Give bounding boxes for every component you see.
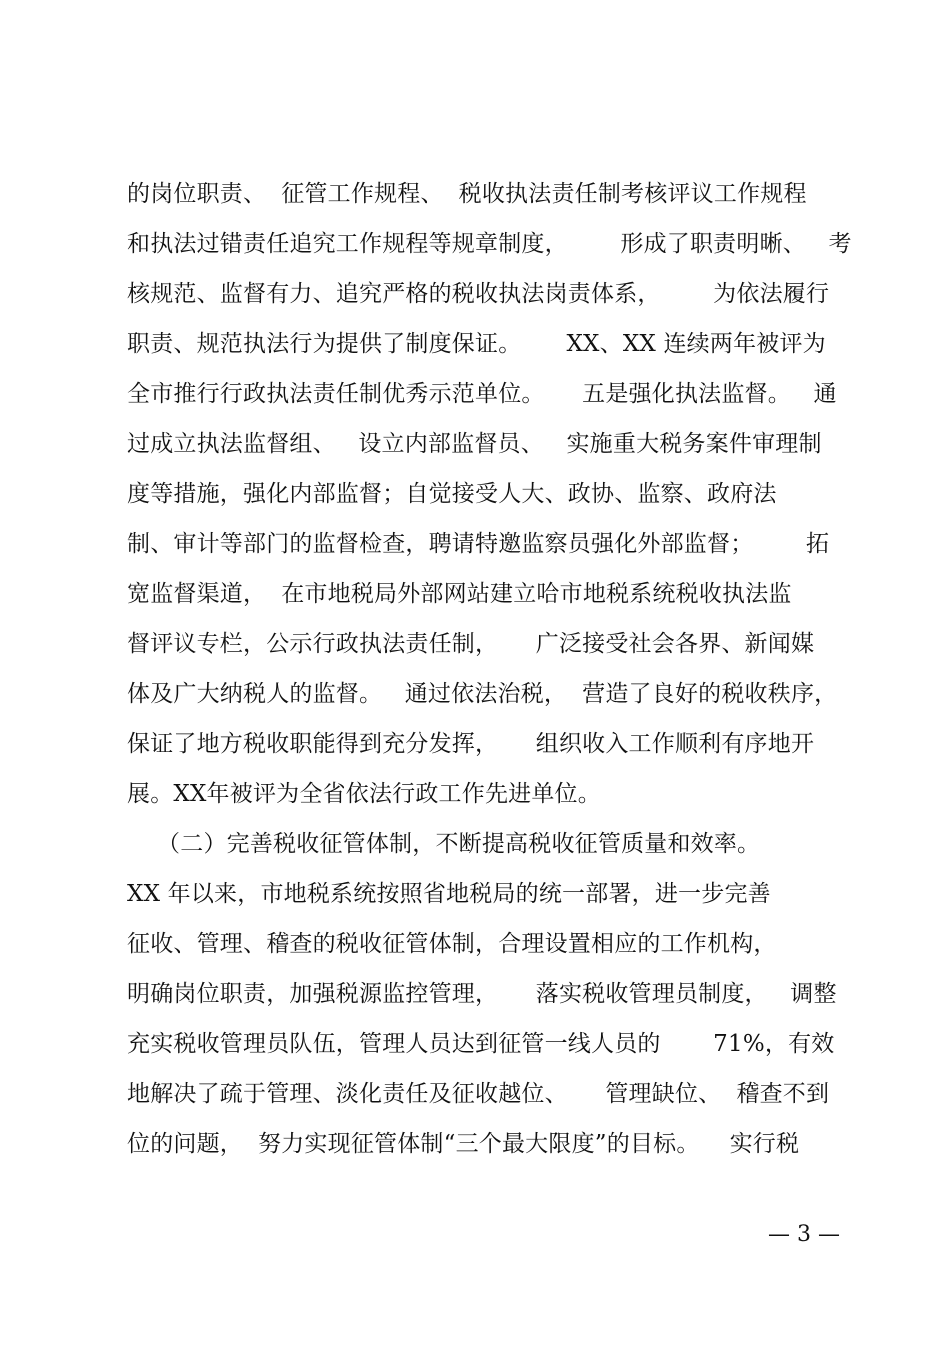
body-text-line: 体及广大纳税人的监督。 通过依法治税， 营造了良好的税收秩序， xyxy=(127,681,838,707)
section-heading-line: （二）完善税收征管体制，不断提高税收征管质量和效率。 xyxy=(127,831,761,857)
body-text-line: 制、审计等部门的监督检查，聘请特邀监察员强化外部监督； 拓 xyxy=(127,531,830,557)
body-text-line: 保证了地方税收职能得到充分发挥， 组织收入工作顺利有序地开 xyxy=(127,731,815,757)
body-text-line: 度等措施，强化内部监督；自觉接受人大、政协、监察、政府法 xyxy=(127,481,777,507)
body-text-line: 全市推行行政执法责任制优秀示范单位。 五是强化执法监督。 通 xyxy=(127,381,837,407)
body-text-line: 过成立执法监督组、 设立内部监督员、 实施重大税务案件审理制 xyxy=(127,431,822,457)
page-number: — 3 — xyxy=(768,1222,840,1247)
body-text-line: 宽监督渠道， 在市地税局外部网站建立哈市地税系统税收执法监 xyxy=(127,581,792,607)
body-text-line: 核规范、监督有力、追究严格的税收执法岗责体系， 为依法履行 xyxy=(127,281,830,307)
body-text-line: 征收、管理、稽查的税收征管体制，合理设置相应的工作机构， xyxy=(127,931,777,957)
body-text-line: 和执法过错责任追究工作规程等规章制度， 形成了职责明晰、 考 xyxy=(127,231,852,257)
body-text-line: 职责、规范执法行为提供了制度保证。 XX、XX 连续两年被评为 xyxy=(127,331,826,357)
body-text-line: 明确岗位职责，加强税源监控管理， 落实税收管理员制度， 调整 xyxy=(127,981,837,1007)
body-text-line: 地解决了疏于管理、淡化责任及征收越位、 管理缺位、 稽查不到 xyxy=(127,1081,830,1107)
body-text-line: XX 年以来，市地税系统按照省地税局的统一部署，进一步完善 xyxy=(127,881,771,907)
body-text-line: 展。XX年被评为全省依法行政工作先进单位。 xyxy=(127,781,601,807)
body-text-line: 督评议专栏，公示行政执法责任制， 广泛接受社会各界、新闻媒 xyxy=(127,631,815,657)
body-text-line: 充实税收管理员队伍，管理人员达到征管一线人员的 71%，有效 xyxy=(127,1031,835,1057)
body-text-line: 位的问题， 努力实现征管体制“三个最大限度”的目标。 实行税 xyxy=(127,1131,800,1157)
body-text-line: 的岗位职责、 征管工作规程、 税收执法责任制考核评议工作规程 xyxy=(127,181,807,207)
